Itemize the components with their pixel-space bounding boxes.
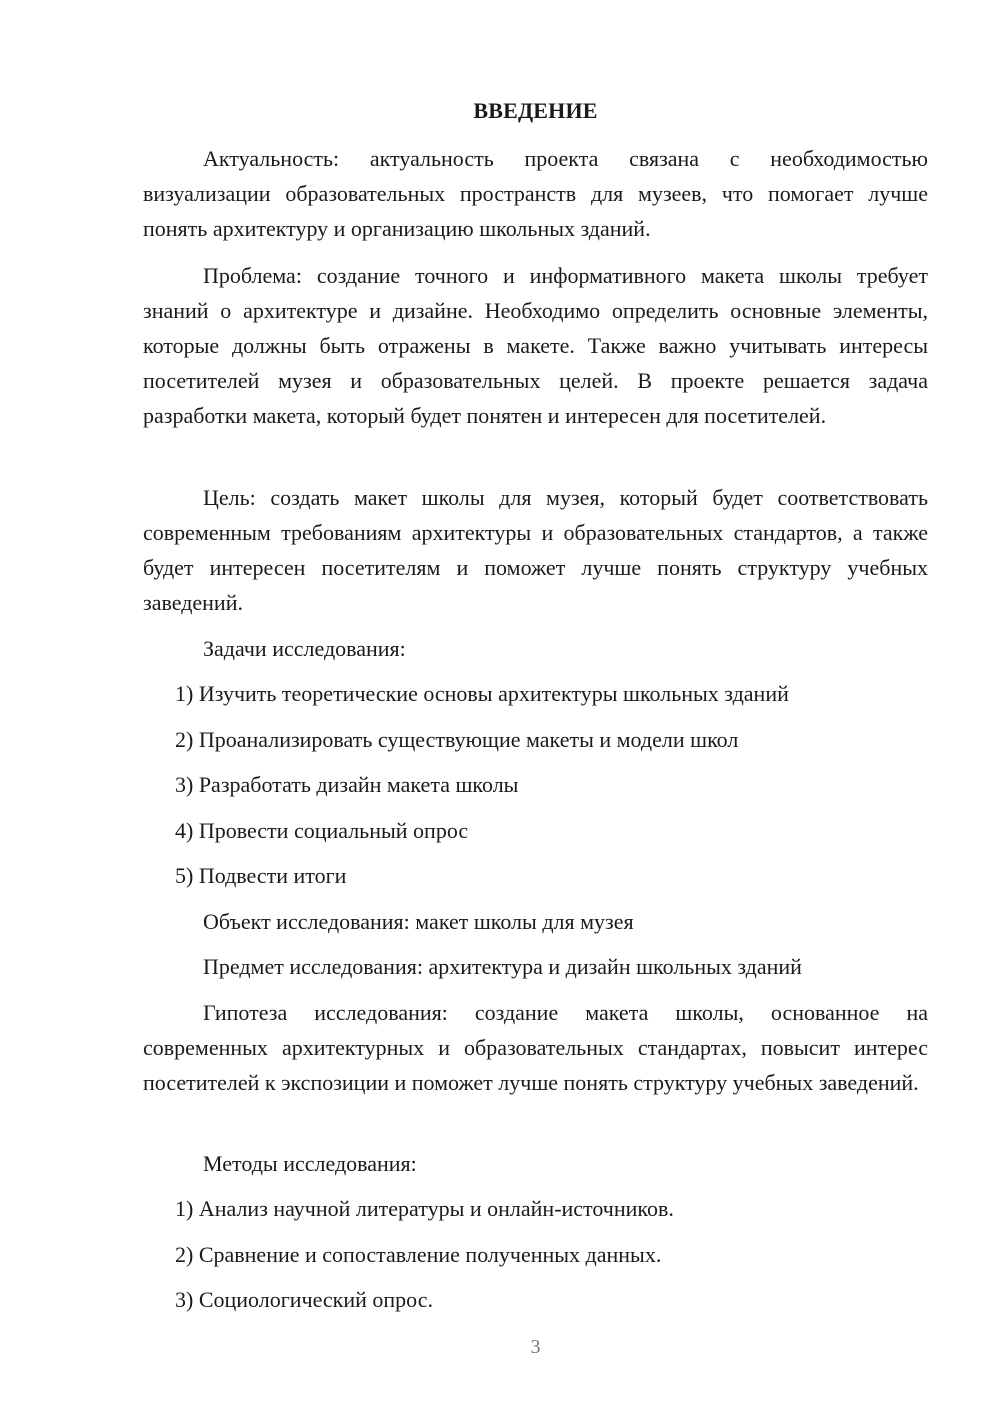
subject-line: Предмет исследования: архитектура и дизайн школьных зданий (203, 954, 802, 979)
task-item: 5) Подвести итоги (175, 863, 347, 888)
relevance-paragraph: Актуальность: актуальность проекта связана с необходимостью визуализации образовательных пространств для музеев, что помогает лучше понять архитектуру и организацию школьных зданий. (143, 146, 928, 241)
task-item: 2) Проанализировать существующие макеты и модели школ (175, 727, 739, 752)
object-line: Объект исследования: макет школы для музея (203, 909, 634, 934)
task-item: 1) Изучить теоретические основы архитектуры школьных зданий (175, 681, 789, 706)
method-item: 2) Сравнение и сопоставление полученных данных. (175, 1242, 662, 1267)
problem-paragraph: Проблема: создание точного и информативного макета школы требует знаний о архитектуре и дизайне. Необходимо определить основные элементы, которые должны быть отражены в макете. Также важно учитывать интересы посетителей музея и образовательных целей. В проекте решается задача разработки макета, который будет понятен и интересен для посетителей. (143, 263, 928, 428)
page-title: ВВЕДЕНИЕ (473, 98, 598, 123)
method-item: 3) Социологический опрос. (175, 1287, 433, 1312)
methods-heading: Методы исследования: (203, 1151, 417, 1176)
method-item: 1) Анализ научной литературы и онлайн-источников. (175, 1196, 674, 1221)
task-item: 3) Разработать дизайн макета школы (175, 772, 519, 797)
goal-paragraph: Цель: создать макет школы для музея, который будет соответствовать современным требованиям архитектуры и образовательных стандартов, а также будет интересен посетителям и поможет лучше понять структуру учебных заведений. (143, 485, 928, 615)
task-item: 4) Провести социальный опрос (175, 818, 469, 843)
document-page (143, 0, 928, 1414)
hypothesis-paragraph: Гипотеза исследования: создание макета школы, основанное на современных архитектурных и образовательных стандартах, повысит интерес посетителей к экспозиции и поможет лучше понять структуру учебных заведений. (143, 1000, 928, 1095)
tasks-heading: Задачи исследования: (203, 636, 406, 661)
page-number: 3 (530, 1336, 541, 1358)
